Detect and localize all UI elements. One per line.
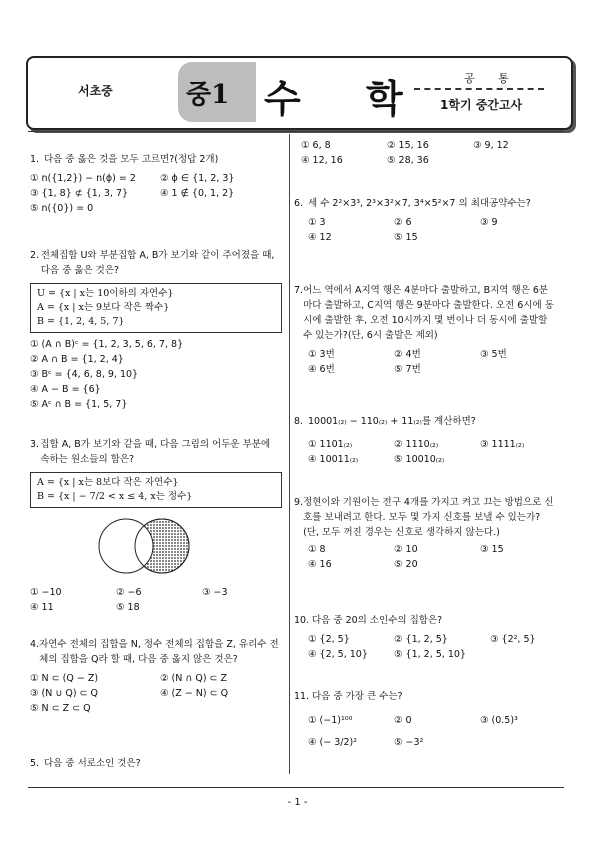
option: ⑤ −3² — [394, 737, 424, 748]
question-text: 자연수 전체의 집합을 N, 정수 전체의 집합을 Z, 유리수 전체의 집합을 Q라 할 때, 다음 중 옳지 않은 것은? — [39, 639, 279, 665]
option: ① n({1,2}) − n(ϕ) = 2 — [30, 173, 136, 184]
option: ⑤ N ⊂ Z ⊂ Q — [30, 703, 91, 714]
header-divider — [414, 88, 544, 90]
option: ② 6 — [394, 217, 412, 228]
option: ① 8 — [308, 544, 326, 555]
question-4: 4. 자연수 전체의 집합을 N, 정수 전체의 집합을 Z, 유리수 전체의 집합을 Q라 할 때, 다음 중 옳지 않은 것은? ① N ⊂ (Q − Z) ② (N ∩ Q) ⊂ Z ③ (N ∪ Q) ⊂ Q ④ (Z − N) ⊂ Q ⑤ N ⊂ Z ⊂ Q — [30, 637, 282, 716]
option: ③ −3 — [202, 587, 228, 598]
option: ② 10 — [394, 544, 418, 555]
option: ③ {1, 8} ⊄ {1, 3, 7} — [30, 188, 129, 199]
option: ① (A ∩ B)ᶜ = {1, 2, 3, 5, 6, 7, 8} — [30, 339, 184, 350]
option: ③ {2², 5} — [490, 634, 536, 645]
option: ① 1101₍₂₎ — [308, 439, 353, 450]
option: ① 6, 8 — [301, 140, 331, 151]
given-box: A = {x | x는 8보다 작은 자연수} B = {x | − 7/2 < x ≤ 4, x는 정수} — [30, 472, 282, 508]
question-3: 3. 집합 A, B가 보기와 같을 때, 다음 그림의 어두운 부분에 속하는 원소들의 합은? A = {x | x는 8보다 작은 자연수} B = {x | − 7/2 < x ≤ 4, x는 정수} ① −10 ② −6 ③ −3 ④ 11 ⑤ 18 — [30, 437, 282, 615]
option: ⑤ Aᶜ ∩ B = {1, 5, 7} — [30, 399, 128, 410]
school-name: 서초중 — [78, 84, 113, 98]
option: ① (−1)¹⁰⁰ — [308, 715, 353, 726]
question-2: 2. 전체집합 U와 부분집합 A, B가 보기와 같이 주어졌을 때, 다음 중 옳은 것은? U = {x | x는 10이하의 자연수} A = {x | x는 9보다 작은 짝수} B = {1, 2, 4, 5, 7} ① (A ∩ B)ᶜ = {1, 2, 3, 5, 6, 7, 8} ② A ∩ B = {1, 2, 4} ③ Bᶜ = {4, 6, 8, 9, 10} ④ A − B = {6} ⑤ Aᶜ ∩ B = {1, 5, 7} — [30, 248, 282, 412]
option: ③ 1111₍₂₎ — [480, 439, 525, 450]
option: ⑤ 28, 36 — [387, 155, 429, 166]
option: ④ 1 ∉ {0, 1, 2} — [160, 188, 235, 199]
venn-diagram — [30, 512, 282, 574]
page-number: - 1 - — [287, 797, 308, 808]
option: ⑤ 15 — [394, 232, 418, 243]
option: ② ϕ ∈ {1, 2, 3} — [160, 173, 235, 184]
option: ④ 12 — [308, 232, 332, 243]
option: ① −10 — [30, 587, 62, 598]
option: ① 3번 — [308, 349, 335, 360]
question-text: 다음 중 20의 소인수의 집합은? — [312, 615, 443, 626]
option: ④ (− 3/2)² — [308, 737, 358, 748]
option: ③ 5번 — [480, 349, 507, 360]
exam-header — [26, 56, 573, 130]
option: ⑤ 7번 — [394, 364, 421, 375]
header-rule — [28, 131, 564, 132]
option: ④ {2, 5, 10} — [308, 649, 368, 660]
course-type: 공 통 — [464, 72, 519, 85]
option: ① {2, 5} — [308, 634, 350, 645]
option: ② (N ∩ Q) ⊂ Z — [160, 673, 228, 684]
question-text: 정현이와 기원이는 전구 4개를 가지고 켜고 끄는 방법으로 신호를 보내려고 한다. 모두 몇 가지 신호를 보낼 수 있는가?(단, 모두 꺼진 경우는 신호로 생각하지 않는다.) — [303, 497, 554, 538]
question-11: 11. 다음 중 가장 큰 수는? ① (−1)¹⁰⁰ ② 0 ③ (0.5)³ ④ (− 3/2)² ⑤ −3² — [294, 689, 556, 754]
option: ③ 9, 12 — [473, 140, 509, 151]
question-text: 다음 중 옳은 것을 모두 고르면?(정답 2개) — [44, 154, 219, 165]
option: ② −6 — [116, 587, 142, 598]
option: ② 15, 16 — [387, 140, 429, 151]
grade-label: 중1 — [186, 80, 230, 110]
option: ④ 12, 16 — [301, 155, 343, 166]
option: ① N ⊂ (Q − Z) — [30, 673, 99, 684]
question-8: 8. 10001₍₂₎ − 110₍₂₎ + 11₍₂₎를 계산하면? ① 1101₍₂₎ ② 1110₍₂₎ ③ 1111₍₂₎ ④ 10011₍₂₎ ⑤ 10010₍₂₎ — [294, 414, 556, 467]
option: ② 4번 — [394, 349, 421, 360]
option: ② {1, 2, 5} — [394, 634, 448, 645]
option: ② 1110₍₂₎ — [394, 439, 439, 450]
option: ② A ∩ B = {1, 2, 4} — [30, 354, 124, 365]
option: ③ 15 — [480, 544, 504, 555]
question-text: 어느 역에서 A지역 행은 4분마다 출발하고, B지역 행은 6분마다 출발하고, C지역 행은 9분마다 출발한다. 오전 6시에 동시에 출발한 후, 오전 10시까지 몇 번이나 더 동시에 출발할 수 있는가?(단, 6시 출발은 제외) — [303, 285, 554, 341]
set-a-circle — [99, 519, 153, 573]
option: ⑤ 20 — [394, 559, 418, 570]
question-text: 전체집합 U와 부분집합 A, B가 보기와 같이 주어졌을 때, 다음 중 옳은 것은? — [40, 250, 275, 276]
option: ③ 9 — [480, 217, 498, 228]
given-box: U = {x | x는 10이하의 자연수} A = {x | x는 9보다 작은 짝수} B = {1, 2, 4, 5, 7} — [30, 283, 282, 333]
question-1: 1. 다음 중 옳은 것을 모두 고르면?(정답 2개) ① n({1,2}) − n(ϕ) = 2 ② ϕ ∈ {1, 2, 3} ③ {1, 8} ⊄ {1, 3, 7} ④ 1 ∉ {0, 1, 2} ⑤ n({0}) = 0 — [30, 152, 282, 216]
question-text: 다음 중 서로소인 것은? — [44, 758, 141, 769]
question-text: 세 수 2²×3³, 2³×3²×7, 3⁴×5²×7 의 최대공약수는? — [308, 198, 531, 209]
question-5-options — [301, 138, 559, 168]
question-6: 6. 세 수 2²×3³, 2³×3²×7, 3⁴×5²×7 의 최대공약수는? ① 3 ② 6 ③ 9 ④ 12 ⑤ 15 — [294, 196, 556, 245]
option: ④ (Z − N) ⊂ Q — [160, 688, 229, 699]
question-text: 집합 A, B가 보기와 같을 때, 다음 그림의 어두운 부분에 속하는 원소들의 합은? — [40, 439, 271, 465]
question-7: 7. 어느 역에서 A지역 행은 4분마다 출발하고, B지역 행은 6분마다 출발하고, C지역 행은 9분마다 출발한다. 오전 6시에 동시에 출발한 후, 오전 10시까지 몇 번이나 더 동시에 출발할 수 있는가?(단, 6시 출발은 제외) ① 3번 ② 4번 ③ 5번 ④ 6번 ⑤ 7번 — [294, 283, 556, 377]
question-5: 5. 다음 중 서로소인 것은? — [30, 758, 141, 769]
option: ③ Bᶜ = {4, 6, 8, 9, 10} — [30, 369, 139, 380]
option: ④ 16 — [308, 559, 332, 570]
option: ① 3 — [308, 217, 326, 228]
footer-rule — [28, 787, 564, 788]
option: ④ 6번 — [308, 364, 335, 375]
option: ④ A − B = {6} — [30, 384, 101, 395]
option: ④ 11 — [30, 602, 54, 613]
question-10: 10. 다음 중 20의 소인수의 집합은? ① {2, 5} ② {1, 2, 5} ③ {2², 5} ④ {2, 5, 10} ⑤ {1, 2, 5, 10} — [294, 613, 556, 662]
option: ⑤ {1, 2, 5, 10} — [394, 649, 466, 660]
option: ④ 10011₍₂₎ — [308, 454, 359, 465]
question-text: 다음 중 가장 큰 수는? — [312, 691, 403, 702]
option: ③ (0.5)³ — [480, 715, 518, 726]
exam-name: 1학기 중간고사 — [440, 98, 523, 112]
question-9: 9. 정현이와 기원이는 전구 4개를 가지고 켜고 끄는 방법으로 신호를 보내려고 한다. 모두 몇 가지 신호를 보낼 수 있는가?(단, 모두 꺼진 경우는 신호로 생각하지 않는다.) ① 8 ② 10 ③ 15 ④ 16 ⑤ 20 — [294, 495, 556, 572]
option: ② 0 — [394, 715, 412, 726]
option: ⑤ 18 — [116, 602, 140, 613]
option: ③ (N ∪ Q) ⊂ Q — [30, 688, 99, 699]
option: ⑤ 10010₍₂₎ — [394, 454, 445, 465]
option: ⑤ n({0}) = 0 — [30, 203, 94, 214]
question-text: 10001₍₂₎ − 110₍₂₎ + 11₍₂₎를 계산하면? — [308, 416, 476, 427]
subject-title: 수 학 — [264, 76, 429, 121]
